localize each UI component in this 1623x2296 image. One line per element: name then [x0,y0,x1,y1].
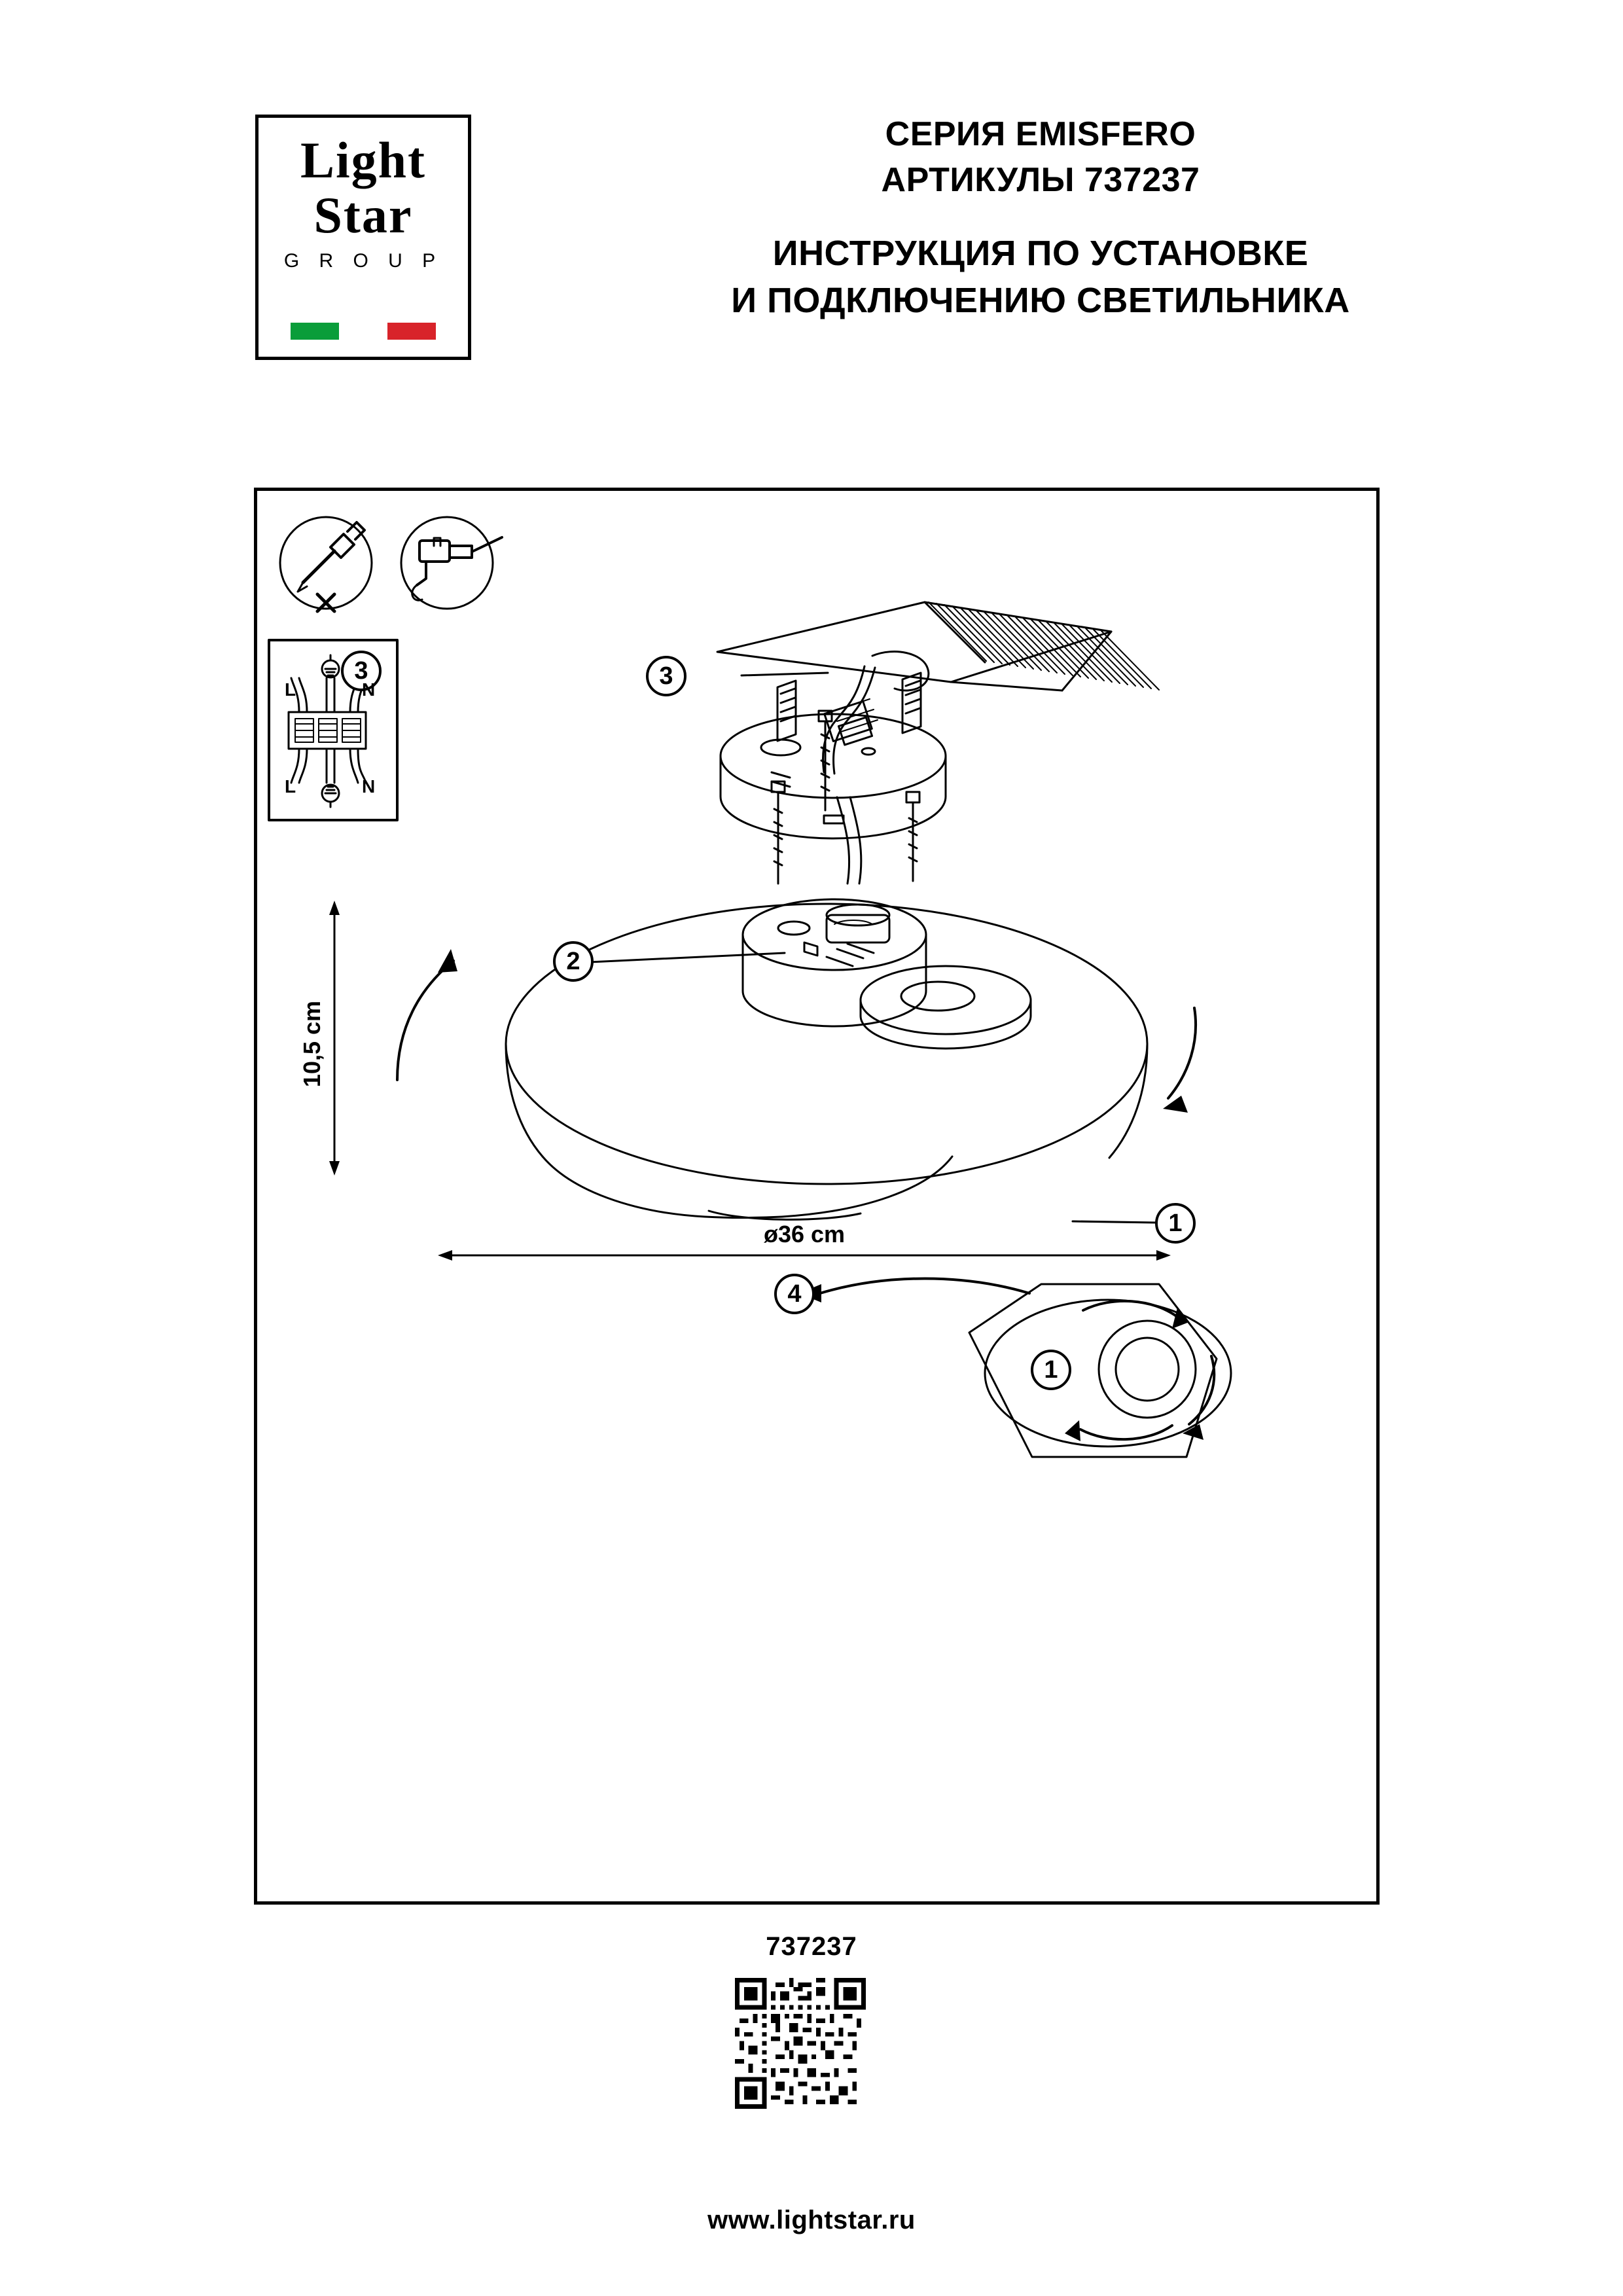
italy-flag-icon [291,323,436,340]
diagram-canvas [257,491,1376,1901]
callout-1-shade [1155,1203,1196,1244]
logo-line-star: Star [313,187,413,243]
wiring-label-N-bottom: N [362,776,376,797]
title-block [576,111,1505,325]
callout-1-shade-label: 1 [1168,1209,1183,1237]
callout-2-base [553,941,594,982]
wiring-label-L-top: L [285,679,296,700]
inner-cable [837,797,861,884]
drill-icon [401,517,502,609]
step4-arrow [799,1279,1029,1303]
lamp-shade [506,904,1147,1219]
page-header [0,98,1623,373]
diameter-dimension [438,1250,1171,1261]
height-dimension-label: 10,5 cm [298,1000,325,1088]
wiring-step-label: 3 [354,656,368,685]
diagram-frame [254,488,1380,1905]
ceiling [717,602,1159,691]
assembly-diagram [257,491,1376,1901]
product-code: 737237 [766,1932,857,1961]
diameter-dimension-label: ø36 cm [763,1221,846,1247]
series-label: СЕРИЯ EMISFERO [885,115,1196,153]
rotation-arrows [397,949,1196,1113]
callout-leaders [590,673,1156,1223]
height-dimension [329,901,340,1175]
callout-4-label: 4 [787,1280,802,1308]
wiring-label-N-top: N [362,679,376,700]
logo-line-light: Light [300,132,427,188]
callout-1-detail [1031,1350,1071,1390]
callout-3-connector [646,656,687,696]
diffuser-disc [861,966,1031,1049]
qr-code-icon [735,1978,866,2109]
logo-line-group: G R O U P [283,250,443,272]
website-url: www.lightstar.ru [707,2206,916,2234]
detail-hexagon [969,1284,1231,1457]
instruction-title-line1: ИНСТРУКЦИЯ ПО УСТАНОВКЕ [772,234,1309,274]
callout-1-detail-label: 1 [1044,1355,1058,1384]
driver-module [743,899,926,1026]
callout-3-label: 3 [659,662,673,690]
instruction-title-line2: И ПОДКЛЮЧЕНИЮ СВЕТИЛЬНИКА [731,281,1350,321]
callout-4-rotate [774,1274,815,1314]
callout-2-label: 2 [566,947,580,975]
article-label: АРТИКУЛЫ 737237 [881,161,1200,200]
wiring-step-badge [341,651,382,691]
wiring-label-L-bottom: L [285,776,296,797]
brand-logo [255,115,471,360]
logo-wordmark [259,132,468,272]
no-screwdriver-icon [280,517,372,611]
